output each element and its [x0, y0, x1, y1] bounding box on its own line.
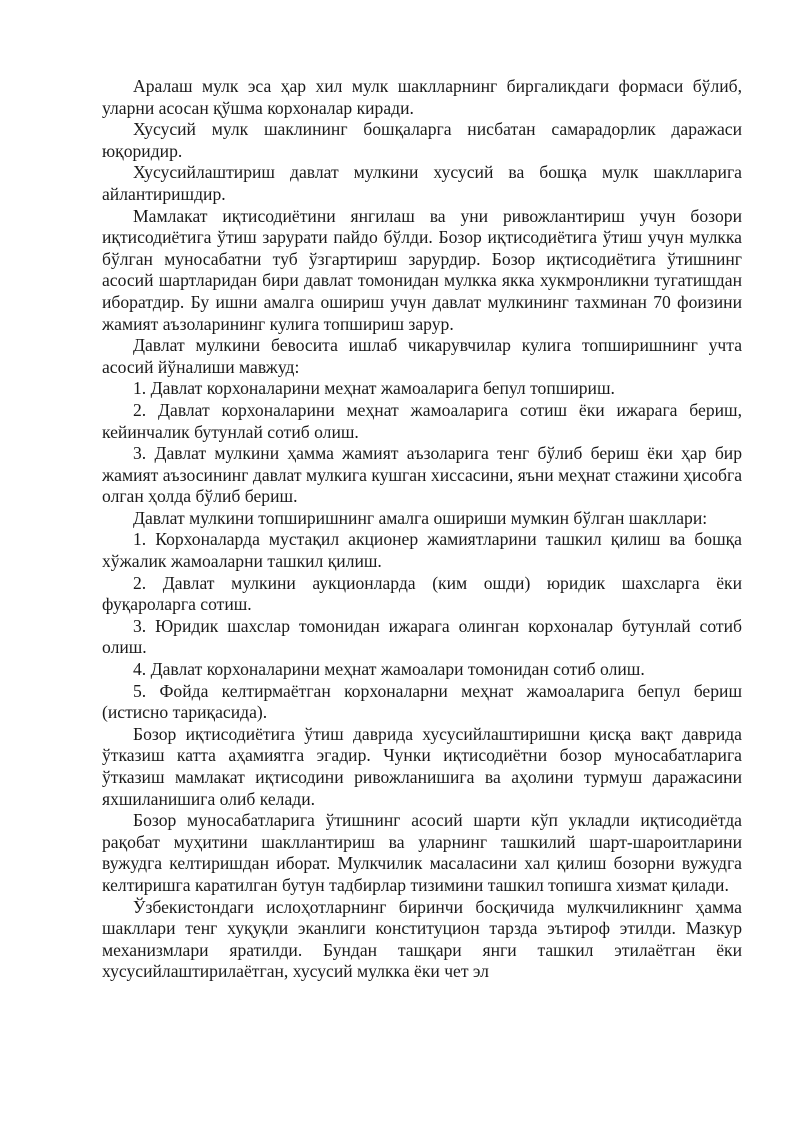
paragraph-private-property-efficiency: Хусусий мулк шаклининг бошқаларга нисбатан самарадорлик даражаси юқоридир. [102, 119, 742, 161]
list-item-direction-1: 1. Давлат корхоналарини меҳнат жамоаларига бепул топшириш. [133, 378, 615, 399]
list-item-form-2: 2. Давлат мулкини аукционларда (ким ошди) юридик шахсларга ёки фуқароларга сотиш. [102, 572, 742, 615]
paragraph-transfer-directions: Давлат мулкини бевосита ишлаб чикарувчилар кулига топширишнинг учта асосий йўналиши мавжуд: [102, 335, 742, 377]
document-page [102, 76, 742, 983]
paragraph-uzbekistan-reforms: Ўзбекистондаги ислоҳотларнинг биринчи босқичида мулкчиликнинг ҳамма шакллари тенг хуқуқли эканлиги конституцион тарзда эътироф этилди. Мазкур механизмлари яратилди. Бундан ташқари янги ташкил этилаётган ёки хусусийлаштирилаётган, хусусий мулкка ёки чет эл [102, 896, 742, 982]
list-item-form-3: 3. Юридик шахслар томонидан ижарага олинган корхоналар бутунлай сотиб олиш. [102, 615, 742, 658]
list-item-direction-3: 3. Давлат мулкини ҳамма жамият аъзоларига тенг бўлиб бериш ёки ҳар бир жамият аъзосининг давлат мулкига кушган хиссасини, яъни меҳнат стажини ҳисобга олган ҳолда бўлиб бериш. [102, 443, 742, 507]
paragraph-competition-environment: Бозор муносабатларига ўтишнинг асосий шарти кўп укладли иқтисодиётда рақобат муҳитини шакллантириш ва уларнинг ташкилий шарт-шароитларини вужудга келтиришдан иборат. Мулкчилик масаласини хал қилиш бозорни вужудга келтиришга каратилган бутун тадбирлар тизимини ташкил топишга хизмат қилади. [102, 810, 742, 895]
paragraph-privatization-importance: Бозор иқтисодиётига ўтиш даврида хусусийлаштиришни қисқа вақт даврида ўтказиш катта аҳамиятга эгадир. Чунки иқтисодиётни бозор муносабатларига ўтказиш мамлакат иқтисодини ривожланишига ва аҳолини турмуш даражасини яхшиланишига олиб келади. [102, 723, 742, 809]
paragraph-market-transition: Мамлакат иқтисодиётини янгилаш ва уни ривожлантириш учун бозори иқтисодиётига ўтиш зарурати пайдо бўлди. Бозор иқтисодиётига ўтиш учун мулкка бўлган муносабатни туб ўзгартириш зарурдир. Бозор иқтисодиётига ўтишнинг асосий шартларидан бири давлат томонидан мулкка якка хукмронликни тугатишдан иборатдир. Бу ишни амалга ошириш учун давлат мулкининг тахминан 70 фоизини жамият аъзоларининг кулига топшириш зарур. [102, 205, 742, 334]
list-item-form-1: 1. Корхоналарда мустақил акционер жамиятларини ташкил қилиш ва бошқа хўжалик жамоаларни ташкил қилиш. [102, 529, 742, 572]
list-item-direction-2: 2. Давлат корхоналарини меҳнат жамоаларига сотиш ёки ижарага бериш, кейинчалик бутунлай сотиб олиш. [102, 399, 742, 442]
paragraph-privatization-definition: Хусусийлаштириш давлат мулкини хусусий ва бошқа мулк шаклларига айлантиришдир. [102, 162, 742, 204]
list-item-form-4: 4. Давлат корхоналарини меҳнат жамоалари томонидан сотиб олиш. [133, 659, 645, 680]
paragraph-transfer-forms: Давлат мулкини топширишнинг амалга ошириши мумкин бўлган шакллари: [133, 507, 708, 528]
list-item-form-5: 5. Фойда келтирмаётган корхоналарни меҳнат жамоаларига бепул бериш (истисно тариқасида). [102, 680, 742, 723]
paragraph-mixed-property: Аралаш мулк эса ҳар хил мулк шаклларнинг биргаликдаги формаси бўлиб, уларни асосан қўшма корхоналар киради. [102, 76, 742, 118]
